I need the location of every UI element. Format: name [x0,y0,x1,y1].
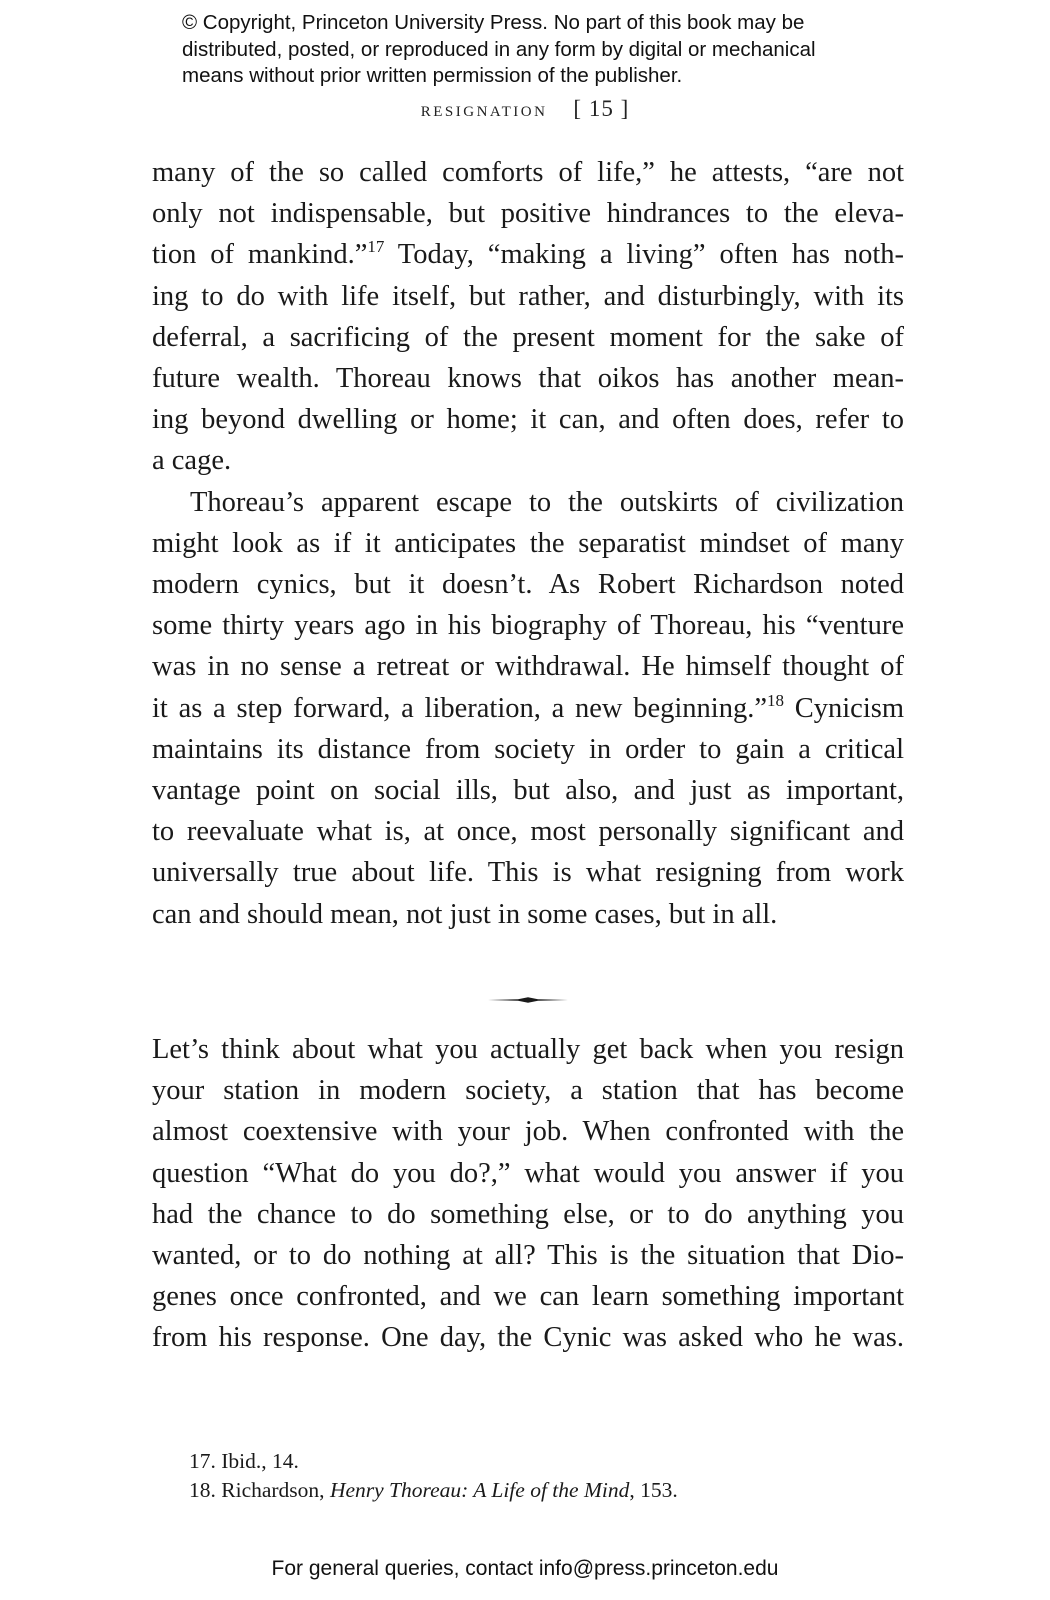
footnote-17: 17. Ibid., 14. [189,1449,299,1473]
text-line: deferral, a sacrificing of the present moment for the sake of [152,321,904,353]
text-line: had the chance to do something else, or to do anything you [152,1198,904,1230]
text-line: genes once confronted, and we can learn something important [152,1281,904,1313]
text-line: your station in modern society, a station that has become [152,1075,904,1107]
footnote-18 [189,1476,929,1505]
text-line [152,688,904,729]
text-line: almost coextensive with your job. When confronted with the [152,1116,904,1148]
paragraph-3 [152,1029,904,1359]
book-title: Henry Thoreau: A Life of the Mind [329,1478,630,1502]
chapter-title: resignation [420,96,548,121]
text-line: only not indispensable, but positive hindrances to the eleva- [152,198,904,230]
text-segment: tion of mankind.” [152,239,368,271]
text-line: some thirty years ago in his biography of Thoreau, his “venture [152,610,904,642]
copyright-line: means without prior written permission of the publisher. [182,64,683,87]
paragraph-1 [152,152,904,482]
copyright-line: distributed, posted, or reproduced in any form by digital or mechanical [182,37,816,61]
copyright-notice [182,10,902,90]
running-head [0,96,1050,122]
text-line: can and should mean, not just in some cases, but in all. [152,898,778,930]
text-line: ing to do with life itself, but rather, and disturbingly, with its [152,280,904,312]
text-line: question “What do you do?,” what would you answer if you [152,1157,904,1189]
section-break-ornament [488,994,568,1006]
page-number: [ 15 ] [573,96,630,121]
text-segment: it as a step forward, a liberation, a new beginning.” [152,692,767,724]
text-line: many of the so called comforts of life,” he attests, “are not [152,157,904,188]
text-segment: Cynicism [784,692,904,724]
footnote-ref-18[interactable]: 18 [767,690,784,710]
footnote-text: 18. Richardson, [189,1478,330,1502]
text-line: future wealth. Thoreau knows that oikos has another mean- [152,363,904,395]
text-line: to reevaluate what is, at once, most personally significant and [152,816,904,848]
text-line: Thoreau’s apparent escape to the outskirts of civilization [190,486,904,518]
footnote-ref-17[interactable]: 17 [367,237,385,257]
text-line: a cage. [152,445,232,477]
text-line: was in no sense a retreat or withdrawal. He himself thought of [152,651,904,683]
text-segment: Today, “making a living” often has noth- [384,239,904,271]
text-line: Let’s think about what you actually get back when you resign [152,1034,904,1065]
copyright-line: © Copyright, Princeton University Press. No part of this book may be [182,11,805,34]
footer-contact: For general queries, contact info@press.princeton.edu [271,1557,779,1580]
body-text-top [152,152,904,935]
text-line: vantage point on social ills, but also, and just as important, [152,775,904,807]
paragraph-2 [152,482,904,935]
text-line [152,234,904,275]
text-line: universally true about life. This is what resigning from work [152,857,904,889]
text-line: from his response. One day, the Cynic was asked who he was. [152,1322,904,1354]
body-text-bottom [152,1029,904,1359]
text-line: wanted, or to do nothing at all? This is the situation that Dio- [152,1240,904,1272]
text-line: maintains its distance from society in order to gain a critical [152,733,904,765]
footnote-text: , 153. [629,1478,678,1502]
footnotes [189,1447,929,1505]
text-line: ing beyond dwelling or home; it can, and often does, refer to [152,404,904,436]
text-line: modern cynics, but it doesn’t. As Robert Richardson noted [152,569,904,601]
text-line: might look as if it anticipates the separatist mindset of many [152,527,904,559]
